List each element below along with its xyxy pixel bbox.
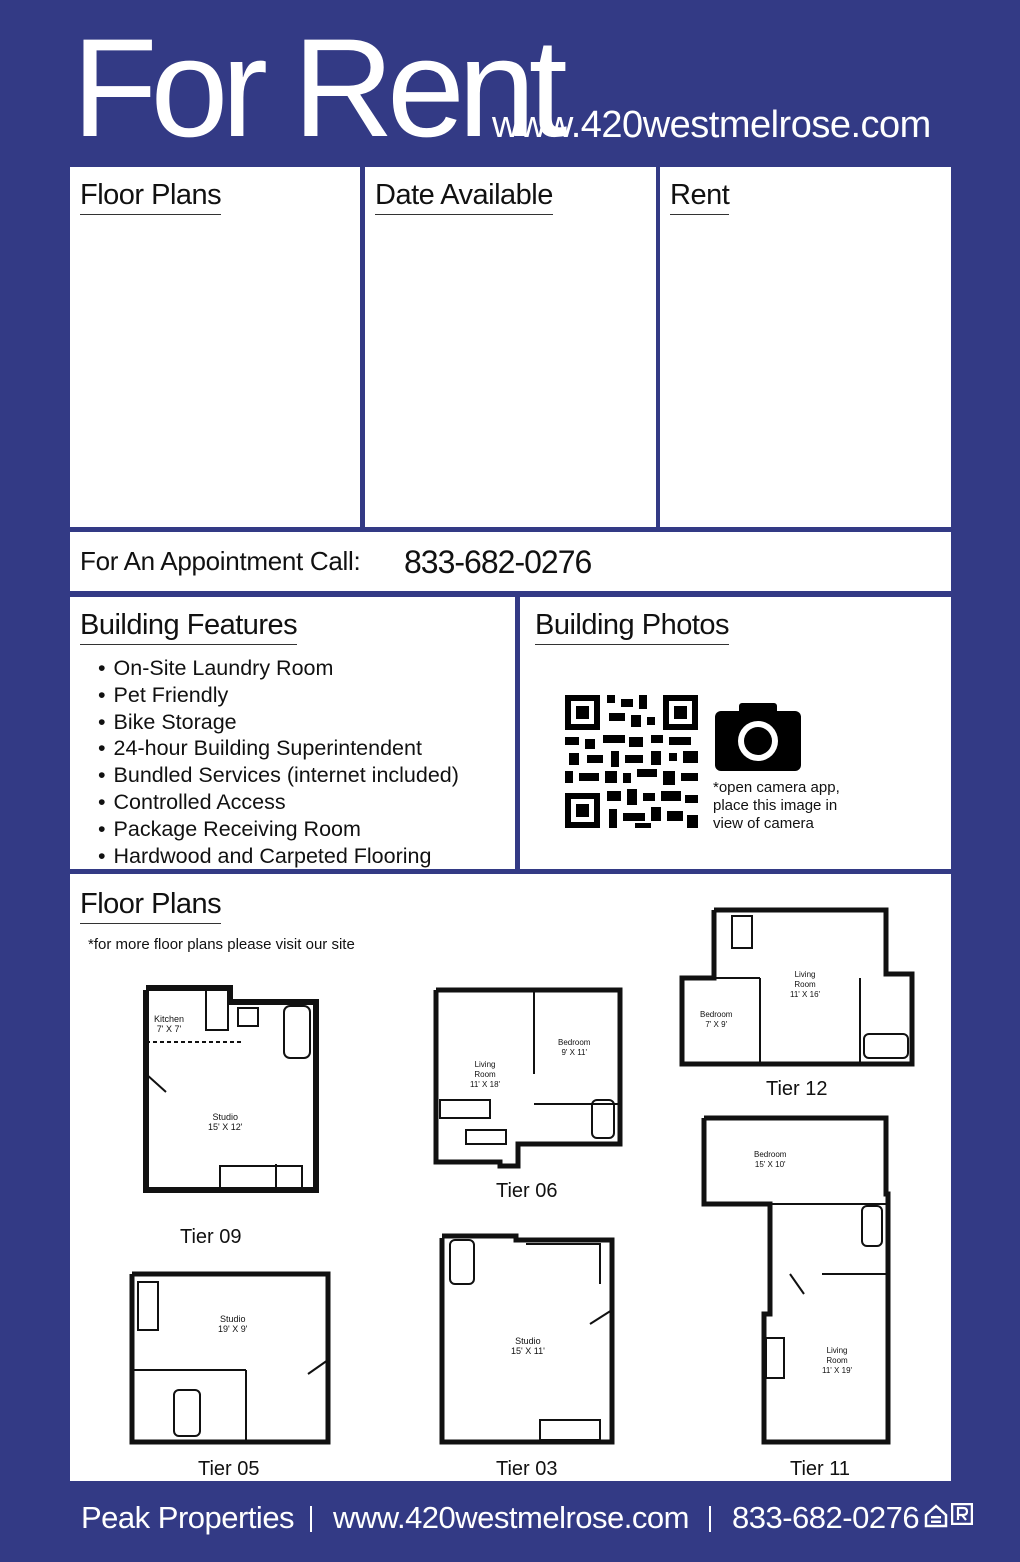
- realtor-icon: [951, 1503, 973, 1525]
- tier11-plan: [704, 1118, 888, 1442]
- features-list: [98, 655, 459, 869]
- camera-note: [713, 779, 840, 833]
- floorplans-heading: Floor Plans: [80, 888, 221, 924]
- room-name: Room: [826, 1356, 848, 1365]
- tier11-label: Tier 11: [790, 1458, 851, 1480]
- features-heading: Building Features: [80, 609, 297, 645]
- photos-heading: Building Photos: [535, 609, 729, 645]
- room-size: 11' X 18': [470, 1080, 501, 1089]
- footer-phone[interactable]: 833-682-0276: [732, 1500, 920, 1535]
- header-website-link[interactable]: www.420westmelrose.com: [492, 104, 931, 146]
- column-heading: Date Available: [375, 179, 553, 215]
- tier11-bedroom-label: [754, 1150, 786, 1170]
- tier03-label: Tier 03: [496, 1458, 558, 1480]
- rent-column: [660, 167, 951, 527]
- room-size: 7' X 9': [705, 1020, 728, 1029]
- building-features-panel: [70, 597, 515, 869]
- room-name: Bedroom: [754, 1150, 787, 1159]
- list-item: • Hardwood and Carpeted Flooring: [98, 843, 459, 870]
- column-heading: Floor Plans: [80, 179, 221, 215]
- room-name: Studio: [515, 1336, 541, 1346]
- tier06-plan: [436, 990, 620, 1166]
- list-item: • Package Receiving Room: [98, 816, 459, 843]
- floorplans-note: *for more floor plans please visit our site: [88, 936, 355, 953]
- room-size: 11' X 19': [822, 1366, 853, 1375]
- tier05-label: Tier 05: [198, 1458, 260, 1480]
- room-name: Studio: [219, 1314, 246, 1324]
- tier12-living-label: [790, 970, 820, 1000]
- tier06-living-label: [470, 1060, 500, 1090]
- footer-divider: [709, 1506, 711, 1532]
- room-size: 19' X 9': [218, 1324, 248, 1334]
- room-name: Living: [826, 1346, 848, 1355]
- room-size: 15' X 11': [511, 1346, 545, 1356]
- list-item: • Bike Storage: [98, 709, 459, 736]
- tier05-studio-label: [218, 1314, 247, 1334]
- list-item: • 24-hour Building Superintendent: [98, 735, 459, 762]
- tier11-living-label: [822, 1346, 852, 1376]
- room-size: 9' X 11': [561, 1048, 588, 1057]
- appointment-label: For An Appointment Call:: [80, 546, 361, 576]
- tier06-label: Tier 06: [496, 1180, 558, 1202]
- tier12-bedroom-label: [700, 1010, 732, 1030]
- column-heading: Rent: [670, 179, 729, 215]
- room-name: Room: [474, 1070, 496, 1079]
- note-line: place this image in: [713, 797, 838, 814]
- tier09-kitchen-label: [154, 1014, 184, 1034]
- list-item: • On-Site Laundry Room: [98, 655, 459, 682]
- note-line: *open camera app,: [713, 779, 840, 796]
- tier05-plan: [132, 1274, 328, 1442]
- date-available-column: [365, 167, 656, 527]
- tier09-studio-label: [208, 1112, 242, 1132]
- tier06-bedroom-label: [558, 1038, 590, 1058]
- footer-website-link[interactable]: www.420westmelrose.com: [333, 1500, 689, 1535]
- room-size: 11' X 16': [790, 990, 821, 999]
- room-name: Kitchen: [154, 1014, 185, 1024]
- list-item: • Pet Friendly: [98, 682, 459, 709]
- room-name: Bedroom: [700, 1010, 733, 1019]
- equal-housing-icon: [924, 1504, 948, 1528]
- floor-plans-panel: [70, 874, 951, 1481]
- list-item: • Controlled Access: [98, 789, 459, 816]
- room-name: Room: [794, 980, 816, 989]
- room-name: Bedroom: [558, 1038, 591, 1047]
- footer-divider: [310, 1506, 312, 1532]
- tier12-label: Tier 12: [766, 1078, 828, 1100]
- room-size: 15' X 10': [754, 1160, 786, 1169]
- page-title: For Rent: [72, 9, 561, 166]
- tier03-studio-label: [511, 1336, 545, 1356]
- floor-plan-drawings: [70, 874, 951, 1481]
- floor-plans-column: [70, 167, 360, 527]
- room-name: Living: [794, 970, 816, 979]
- tier09-label: Tier 09: [180, 1226, 242, 1248]
- camera-icon: [715, 701, 801, 771]
- footer-company: Peak Properties: [81, 1500, 295, 1535]
- room-size: 7' X 7': [156, 1024, 182, 1034]
- qr-code[interactable]: [565, 695, 698, 828]
- room-name: Living: [474, 1060, 496, 1069]
- appointment-phone[interactable]: 833-682-0276: [404, 544, 592, 580]
- room-size: 15' X 12': [208, 1122, 243, 1132]
- note-line: view of camera: [713, 815, 814, 832]
- building-photos-panel: [520, 597, 951, 869]
- room-name: Studio: [212, 1112, 238, 1122]
- appointment-bar: [70, 532, 951, 591]
- list-item: • Bundled Services (internet included): [98, 762, 459, 789]
